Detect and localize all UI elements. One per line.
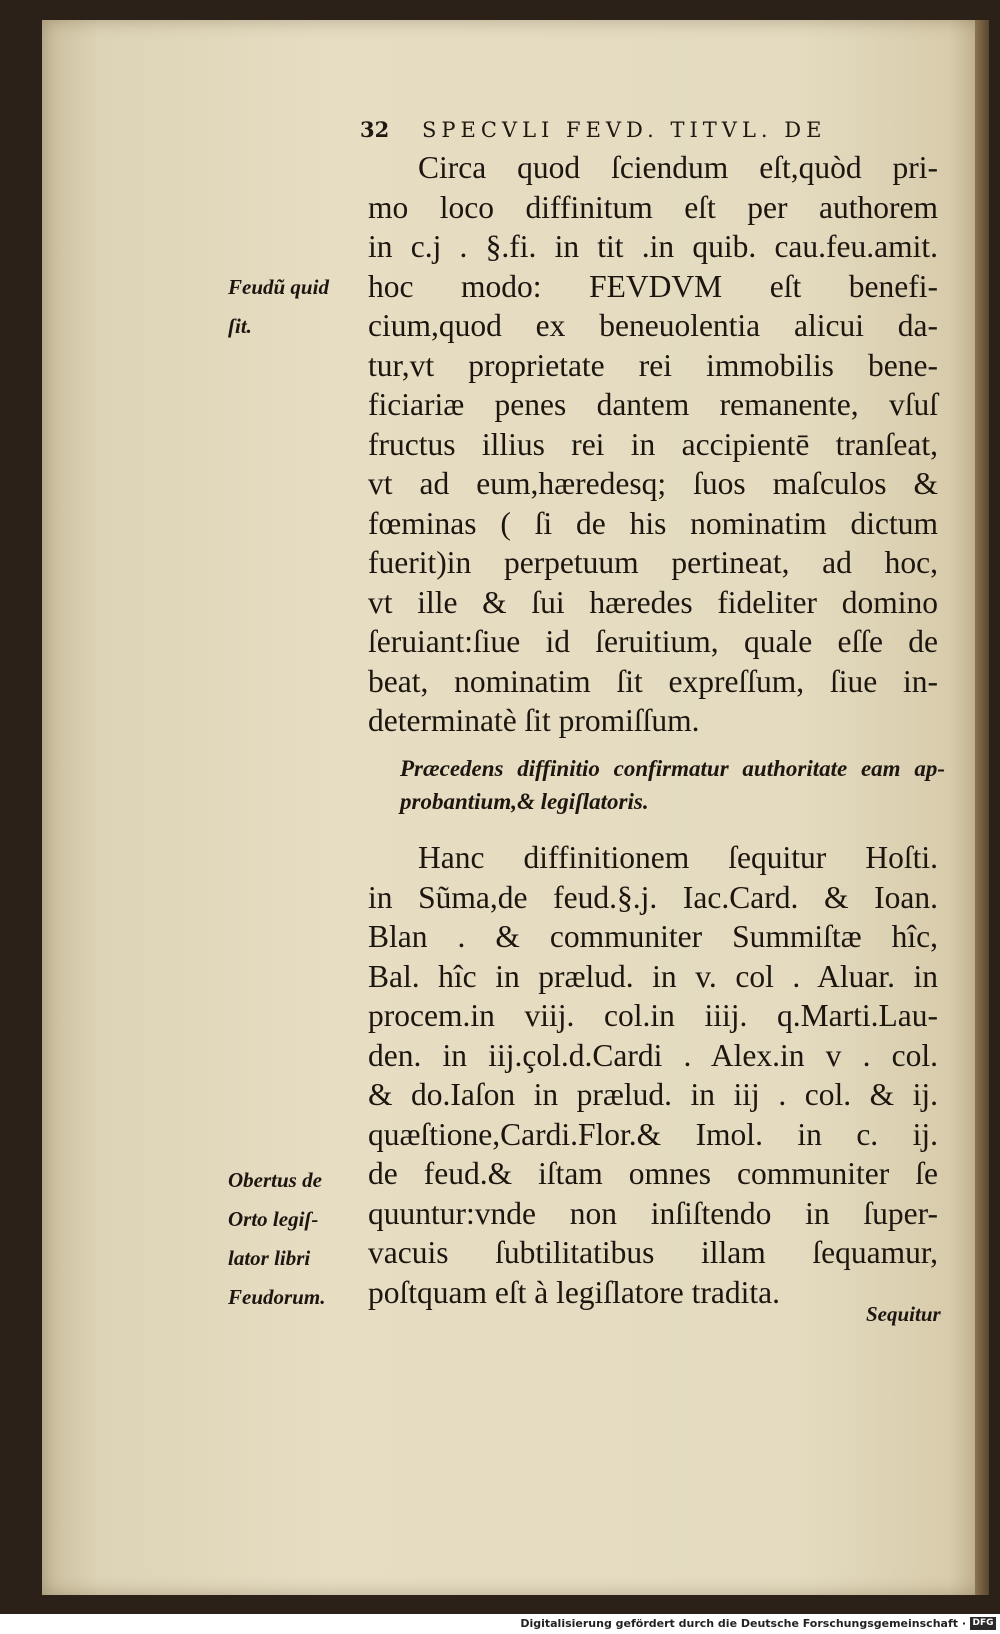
text-line: ficiariæ penes dantem remanente, vſuſ xyxy=(368,387,938,422)
text-line: quuntur:vnde non inſiſtendo in ſuper- xyxy=(368,1195,938,1231)
text-line: in Sũma,de feud.§.j. Iac.Card. & Ioan. xyxy=(368,879,938,915)
page-edge xyxy=(975,20,989,1595)
margin-note-line: ſit. xyxy=(228,314,252,338)
margin-note-line: lator libri xyxy=(228,1246,311,1270)
text-line: procem.in viij. col.in iiij. q.Marti.Lau- xyxy=(368,998,938,1033)
text-line: vt ad eum,hæredesq; ſuos maſculos & xyxy=(368,466,938,501)
text-line: ſeruiant:ſiue id ſeruitium, quale eſſe de xyxy=(368,624,938,659)
text-line: hoc modo: FEVDVM eſt benefi- xyxy=(368,268,938,304)
dfg-logo-icon: DFG xyxy=(970,1617,996,1630)
text-line: de feud.& iſtam omnes communiter ſe xyxy=(368,1156,938,1191)
text-line: in c.j . §.fi. in tit .in quib. cau.feu.amit. xyxy=(368,229,938,264)
text-line: tur,vt proprietate rei immobilis bene- xyxy=(368,347,938,383)
paragraph-authorities xyxy=(368,838,938,1312)
heading-line: Præcedens diffinitio confirmatur authoritate eam ap- xyxy=(400,756,945,781)
text-line: quæſtione,Cardi.Flor.& Imol. in c. ij. xyxy=(368,1116,938,1152)
section-heading xyxy=(400,752,945,818)
text-line: mo loco diffinitum eſt per authorem xyxy=(368,189,938,225)
margin-note-line: Feudorum. xyxy=(228,1285,326,1309)
text-line: Bal. hîc in prælud. in v. col . Aluar. in xyxy=(368,958,938,994)
margin-note-obertus xyxy=(228,1161,358,1317)
text-line: vacuis ſubtilitatibus illam ſequamur, xyxy=(368,1235,938,1270)
text-line: fuerit)in perpetuum pertineat, ad hoc, xyxy=(368,545,938,580)
text-line: & do.Iaſon in prælud. in iij . col. & ij. xyxy=(368,1077,938,1112)
paragraph-definition xyxy=(368,148,938,741)
text-line: den. in iij.çol.d.Cardi . Alex.in v . col. xyxy=(368,1037,938,1073)
text-line: beat, nominatim ſit expreſſum, ſiue in- xyxy=(368,663,938,699)
text-line: fœminas ( ſi de his nominatim dictum xyxy=(368,505,938,541)
footer-credit: Digitalisierung gefördert durch die Deutsche Forschungsgemeinschaft · xyxy=(520,1617,966,1630)
catchword: Sequitur xyxy=(866,1302,941,1326)
text-line: poſtquam eſt à legiſlatore tradita. xyxy=(368,1274,780,1310)
text-line: Hanc diffinitionem ſequitur Hoſti. xyxy=(418,840,938,875)
text-line: determinatè ſit promiſſum. xyxy=(368,703,700,738)
margin-note-feudum xyxy=(228,268,358,346)
running-title: SPECVLI FEVD. TITVL. DE xyxy=(422,118,827,142)
page-number: 32 xyxy=(360,117,390,142)
footer-bar xyxy=(0,1614,1000,1634)
text-line: Circa quod ſciendum eſt,quòd pri- xyxy=(418,150,938,185)
margin-note-line: Obertus de xyxy=(228,1168,322,1192)
text-line: fructus illius rei in accipientē tranſeat, xyxy=(368,426,938,462)
running-header xyxy=(360,117,860,147)
margin-note-line: Orto legiſ- xyxy=(228,1207,319,1231)
text-line: Blan . & communiter Summiſtæ hîc, xyxy=(368,919,938,954)
text-line: vt ille & ſui hæredes fideliter domino xyxy=(368,584,938,620)
heading-line: probantium,& legiſlatoris. xyxy=(400,789,649,814)
margin-note-line: Feudũ quid xyxy=(228,275,329,299)
text-line: cium,quod ex beneuolentia alicui da- xyxy=(368,308,938,343)
